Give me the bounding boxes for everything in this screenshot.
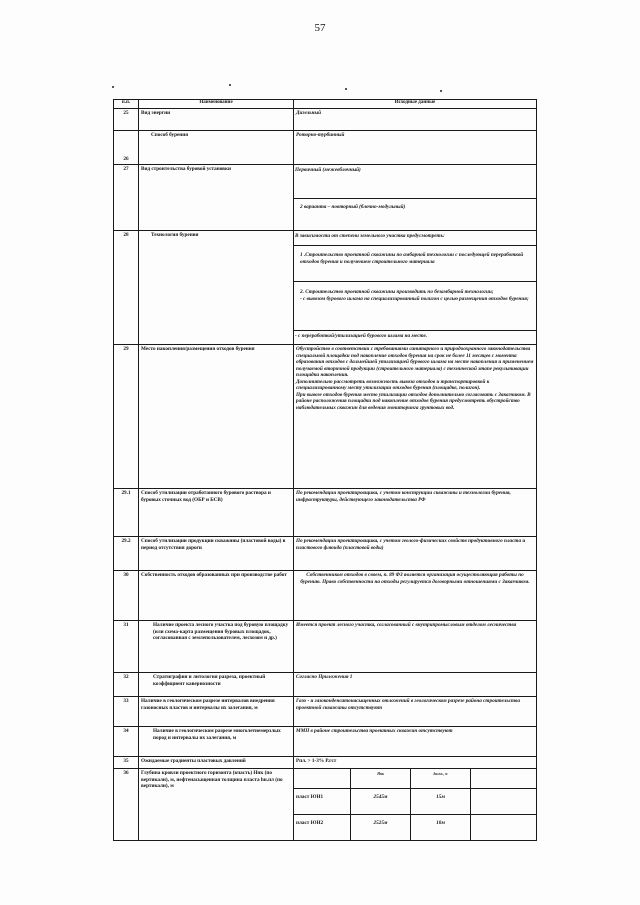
row-data: Дизельный [294,109,537,131]
table-row [114,571,537,621]
table-row [114,537,537,571]
header-data: Исходные данные [294,100,537,109]
row-name: Место накопления/размещения отходов бурения [139,345,294,489]
table-row [114,109,537,131]
grid-empty-cell [470,789,536,815]
row-name: Вид строительства буровой установки [139,165,294,231]
reservoir-thickness: 10м [410,815,470,840]
reservoir-depth: 2525м [350,815,410,840]
header-name: Наименование [139,100,294,109]
row-name: Стратиграфия и литология разреза, проектный коэффициент кавернозности [139,673,294,697]
row-name: Технология бурения [139,231,294,345]
row-data: По рекомендации проектировщика, с учетом геолого-физических свойств продуктивного пласта и пластового флюида (пластовой воды) [294,537,537,571]
row-data: Рпл. > 1-3% Р.гст [294,757,537,769]
row-name: Способ бурения [139,131,294,165]
row-number: 25 [114,109,139,131]
grid-header-thickness: hн.пл., м [410,769,470,789]
table-row [114,131,537,165]
scan-dot [440,90,442,92]
row-data-part: Первичный (межевблочный) [294,165,536,199]
table-row [114,769,537,841]
table-row [114,621,537,673]
row-data: По рекомендации проектировщика, с учетом конструкции скважины и технологии бурения, инфраструктуры, действующего законодательства РФ [294,489,537,537]
scan-dot [229,84,231,86]
grid-header-blank [294,769,350,789]
row-data: Газо - и газоконденсатонасыщенных отложений в геологическом разрезе района строительства проектной скважины отсутствуют [294,697,537,727]
header-num: п.п. [114,100,139,109]
reservoir-label: пласт ЮН2 [296,820,324,826]
row-data-part: - с переработкой/утилизацией бурового шлама на месте. [294,330,536,343]
row-number: 29.1 [114,489,139,537]
row-name: Наличие в геологическом разрезе многолетнемерзлых пород и интервалы их залегания, м [139,727,294,757]
row-name: Ожидаемые градиенты пластовых давлений [139,757,294,769]
row-name: Собственность отходов образованных при производстве работ [139,571,294,621]
row-data: ММП в районе строительства проектных скважин отсутствуют [294,727,537,757]
row-data: Имеется проект лесного участка, согласованный с внутрипромысловым отделом лесничества [294,621,537,673]
row-name: Наличие в геологическом разрезе интервалов внедрения газоносных пластов и интервалы их залегания, м [139,697,294,727]
row-number: 28 [114,231,139,345]
table-row [114,165,537,231]
row-number: 33 [114,697,139,727]
scan-dot [345,88,347,90]
row-data-part: 2 варианта – повторный (блочно-модульный) [300,204,406,210]
row-number: 29 [114,345,139,489]
reservoir-grid [294,769,536,840]
table-row [114,757,537,769]
table-row [114,489,537,537]
row-number: 35 [114,757,139,769]
row-data-part: В зависимости от степени земельного участка предусмотреть: [294,231,536,246]
row-data [294,769,537,841]
row-number: 32 [114,673,139,697]
table-row [114,673,537,697]
source-data-table [113,99,537,841]
row-data [294,231,537,345]
grid-header-empty [470,769,536,789]
row-data: Собственником отходов в своем, п. 89 ФЗ является организация осуществляющая работы по бурению. Право собственности на отходы регулируется договорными отношениями с Заказчиком. [294,571,537,621]
table-row [114,345,537,489]
page-number: 57 [314,22,326,34]
row-number: 36 [114,769,139,841]
table-header-row [114,100,537,109]
row-number: 26 [114,131,139,165]
table-row [114,727,537,757]
table-row [114,697,537,727]
row-data: Обустройство в соответствии с требованиями санитарного и природоохранного законодательства специальной площадки под накопление отходов бурения на срок не более 11 месяцев с моментa образования отходов с дальнейшей утилизацией бурового шлама на месте накопления и применением получаемой вторичной продукции (строительного материала) с технической этапе рекультивации площадки накопления. Дополнительно рассмотреть возможность вывоза отходов и транспортировкой к специализированному месту утилизации отходов бурения (площадке, полигон). При вывозе отходов бурения место утилизации отходов дополнительно согласовать с Заказчиком. В районе расположения площадки под накопление отходов бурения предусмотреть обустройство наблюдательных скважин для ведения мониторинга грунтовых вод. [294,345,537,489]
row-data-part: 2. Строительство проектной скважины производить по безамбарной технологии; - с вывозом бурового шлама на специализированный полигон с целью размещения отходов бурения; [300,289,529,302]
row-data: Согласно Приложения 1 [294,673,537,697]
row-name: Глубина кровли проектного горизонта (кчасть) Нпк (по вертикали), м, нефтенасыщенная толщина пласта hн.пл (по вертикали), м [139,769,294,841]
row-number: 34 [114,727,139,757]
reservoir-depth: 2545м [350,789,410,815]
row-data: Роторно-турбинный [294,131,537,165]
row-data [294,165,537,231]
row-number: 29.2 [114,537,139,571]
row-data-part: 1 .Строительство проектной скважины по амбарной технологии с последующей переработкой отходов бурения и получением строительного материала [294,246,536,282]
reservoir-label: пласт ЮН1 [294,789,350,815]
reservoir-thickness: 15м [410,789,470,815]
row-name: Вид энергии [139,109,294,131]
row-number: 31 [114,621,139,673]
row-name: Способ утилизации отработанного бурового раствора и буровых сточных вод (ОБР и БСВ) [139,489,294,537]
row-name: Способ утилизации продукции скважины (пластовой воды) в период отсутствия дороги [139,537,294,571]
table-row [114,231,537,345]
grid-empty-cell [470,815,536,840]
row-number: 27 [114,165,139,231]
grid-header-depth: Нпк [350,769,410,789]
row-number: 30 [114,571,139,621]
scan-marks [0,84,640,94]
row-name: Наличие проекта лесного участка под буровую площадку (или схема-карта размещения буровых площадок, согласованная с землепользователем, лесхозом и др.) [139,621,294,673]
scan-dot [112,86,114,88]
